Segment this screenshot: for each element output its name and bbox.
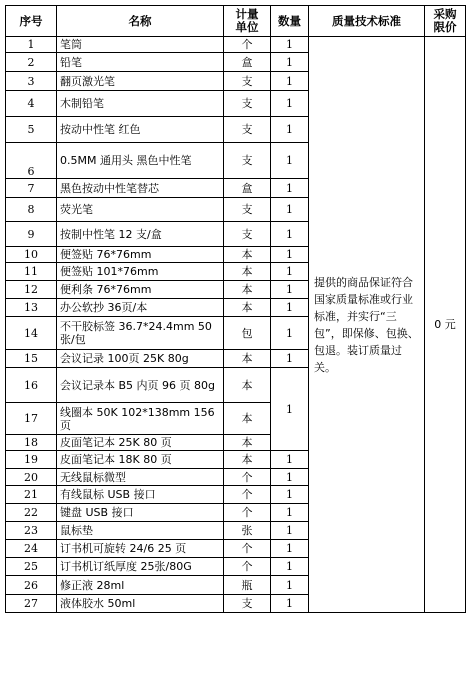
item-name: 荧光笔 [57,198,224,222]
header-seq: 序号 [6,6,57,37]
quality-standard: 提供的商品保证符合国家质量标准或行业标准，并实行“三包”，即保修、包换、包退。装订质量过关。 [309,37,425,613]
item-quantity: 1 [271,576,309,595]
header-spec: 质量技术标准 [309,6,425,37]
row-number: 5 [6,117,57,143]
item-name: 木制铅笔 [57,91,224,117]
item-quantity: 1 [271,350,309,368]
item-unit: 本 [224,350,271,368]
item-unit: 本 [224,247,271,263]
header-unit: 计量单位 [224,6,271,37]
item-unit: 瓶 [224,576,271,595]
item-unit: 盒 [224,179,271,198]
item-name: 鼠标垫 [57,522,224,540]
item-name: 黑色按动中性笔替芯 [57,179,224,198]
item-quantity: 1 [271,299,309,317]
row-number: 2 [6,53,57,72]
header-qty: 数量 [271,6,309,37]
item-name: 会议记录 100页 25K 80g [57,350,224,368]
item-name: 皮面笔记本 25K 80 页 [57,435,224,451]
row-number: 21 [6,486,57,504]
item-quantity: 1 [271,451,309,469]
item-quantity: 1 [271,179,309,198]
item-quantity: 1 [271,558,309,576]
item-unit: 个 [224,504,271,522]
item-name: 翻页激光笔 [57,72,224,91]
item-quantity: 1 [271,91,309,117]
item-unit: 支 [224,91,271,117]
item-quantity: 1 [271,317,309,350]
item-unit: 支 [224,222,271,247]
item-quantity: 1 [271,72,309,91]
item-name: 便利条 76*76mm [57,281,224,299]
row-number: 18 [6,435,57,451]
item-name: 液体胶水 50ml [57,595,224,613]
item-name: 无线鼠标微型 [57,469,224,486]
procurement-table [5,5,466,613]
item-unit: 支 [224,595,271,613]
item-quantity: 1 [271,263,309,281]
row-number: 22 [6,504,57,522]
item-quantity: 1 [271,595,309,613]
row-number: 23 [6,522,57,540]
item-quantity: 1 [271,247,309,263]
item-name: 有线鼠标 USB 接口 [57,486,224,504]
row-number: 20 [6,469,57,486]
item-name: 修正液 28ml [57,576,224,595]
item-name: 按制中性笔 12 支/盒 [57,222,224,247]
row-number: 12 [6,281,57,299]
item-unit: 本 [224,281,271,299]
item-name: 会议记录本 B5 内页 96 页 80g [57,368,224,403]
item-unit: 个 [224,558,271,576]
row-number: 6 [6,143,57,179]
item-name: 订书机可旋转 24/6 25 页 [57,540,224,558]
row-number: 14 [6,317,57,350]
row-number: 19 [6,451,57,469]
row-number: 13 [6,299,57,317]
item-quantity: 1 [271,368,309,451]
row-number: 17 [6,403,57,435]
header-name: 名称 [57,6,224,37]
row-number: 16 [6,368,57,403]
item-unit: 盒 [224,53,271,72]
item-unit: 支 [224,198,271,222]
item-unit: 包 [224,317,271,350]
item-name: 皮面笔记本 18K 80 页 [57,451,224,469]
price-limit: 0 元 [425,37,466,613]
item-unit: 本 [224,451,271,469]
item-quantity: 1 [271,143,309,179]
row-number: 15 [6,350,57,368]
item-name: 线圈本 50K 102*138mm 156页 [57,403,224,435]
item-quantity: 1 [271,198,309,222]
item-name: 订书机订纸厚度 25张/80G [57,558,224,576]
item-name: 便签贴 101*76mm [57,263,224,281]
item-quantity: 1 [271,522,309,540]
row-number: 26 [6,576,57,595]
row-number: 27 [6,595,57,613]
row-number: 8 [6,198,57,222]
item-name: 办公软抄 36页/本 [57,299,224,317]
item-unit: 本 [224,368,271,403]
table-row [6,37,466,53]
item-unit: 支 [224,72,271,91]
item-quantity: 1 [271,540,309,558]
item-name: 不干胶标签 36.7*24.4mm 50 张/包 [57,317,224,350]
item-unit: 本 [224,299,271,317]
header-limit: 采购限价 [425,6,466,37]
row-number: 25 [6,558,57,576]
item-quantity: 1 [271,53,309,72]
item-quantity: 1 [271,117,309,143]
item-unit: 本 [224,435,271,451]
item-unit: 支 [224,117,271,143]
item-name: 铅笔 [57,53,224,72]
item-name: 0.5MM 通用头 黑色中性笔 [57,143,224,179]
item-quantity: 1 [271,222,309,247]
row-number: 9 [6,222,57,247]
item-unit: 个 [224,540,271,558]
item-unit: 个 [224,486,271,504]
item-name: 便签贴 76*76mm [57,247,224,263]
item-unit: 本 [224,403,271,435]
item-unit: 个 [224,37,271,53]
row-number: 3 [6,72,57,91]
item-quantity: 1 [271,281,309,299]
item-name: 键盘 USB 接口 [57,504,224,522]
item-unit: 支 [224,143,271,179]
item-unit: 张 [224,522,271,540]
item-name: 按动中性笔 红色 [57,117,224,143]
row-number: 11 [6,263,57,281]
item-quantity: 1 [271,469,309,486]
row-number: 4 [6,91,57,117]
header-row [6,6,466,37]
item-name: 笔筒 [57,37,224,53]
item-quantity: 1 [271,37,309,53]
item-unit: 个 [224,469,271,486]
row-number: 1 [6,37,57,53]
item-unit: 本 [224,263,271,281]
item-quantity: 1 [271,504,309,522]
row-number: 10 [6,247,57,263]
item-quantity: 1 [271,486,309,504]
row-number: 7 [6,179,57,198]
row-number: 24 [6,540,57,558]
